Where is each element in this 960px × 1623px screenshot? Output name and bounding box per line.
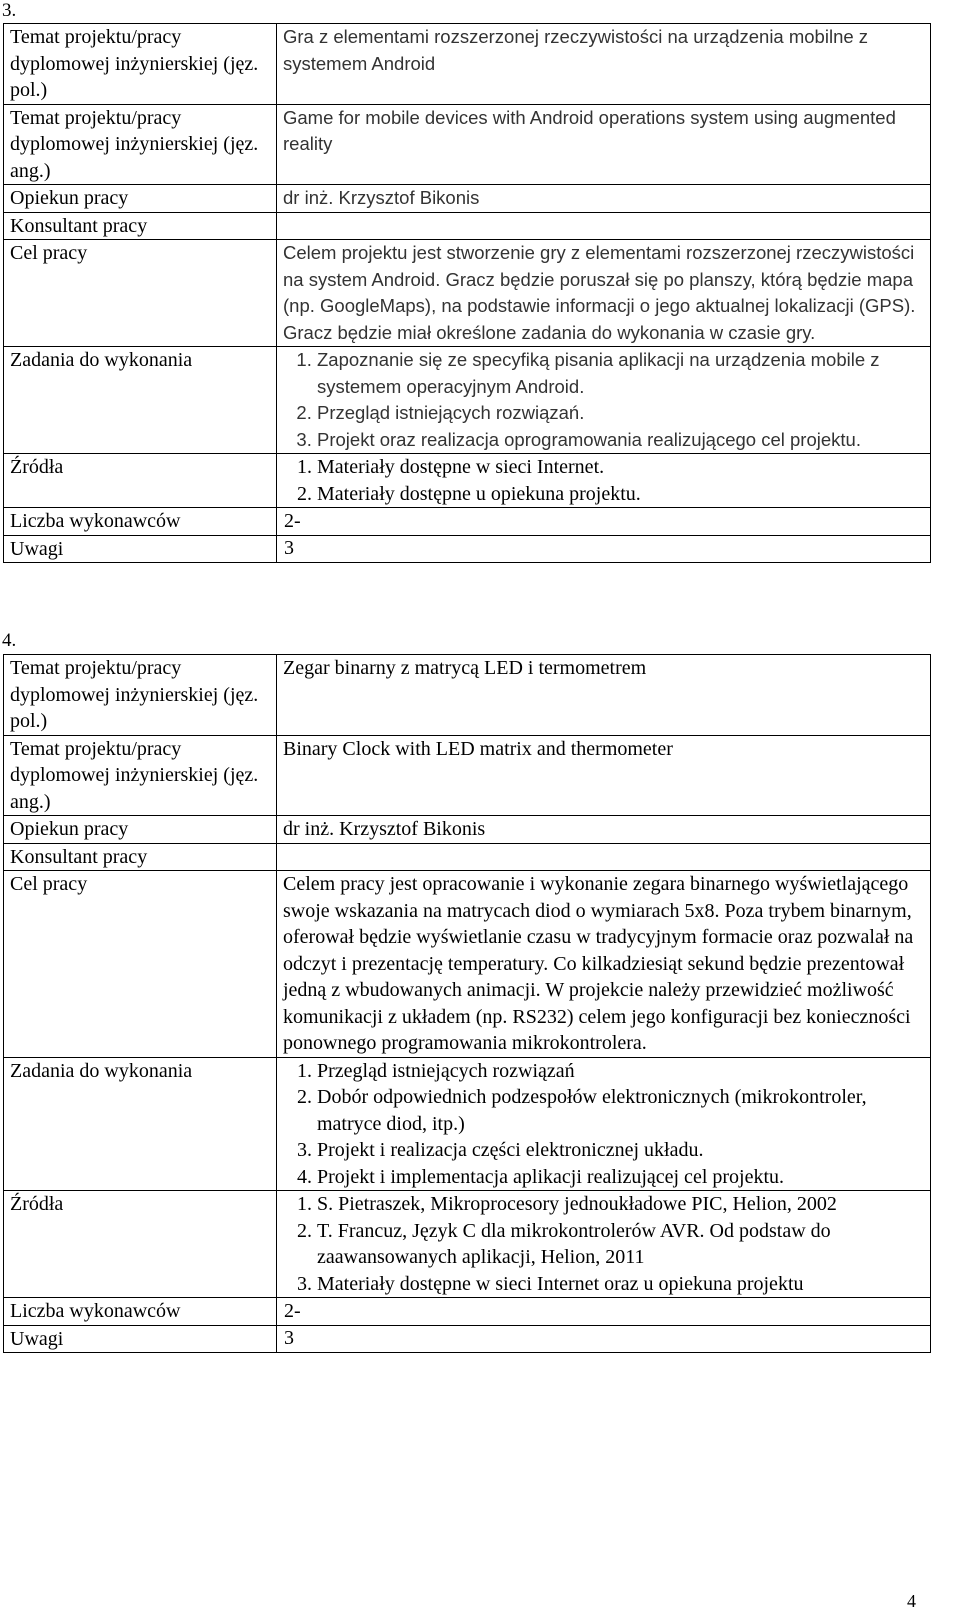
table-row <box>4 454 931 508</box>
consultant-value <box>277 843 931 871</box>
project-table <box>3 654 931 1353</box>
label-goal: Cel pracy <box>4 871 277 1058</box>
notes-value <box>277 1325 931 1353</box>
supervisor-value: dr inż. Krzysztof Bikonis <box>277 185 931 213</box>
label-title-en: Temat projektu/pracy dyplomowej inżynierskiej (jęz. ang.) <box>4 735 277 816</box>
label-notes: Uwagi <box>4 1325 277 1353</box>
goal-value: Celem pracy jest opracowanie i wykonanie zegara binarnego wyświetlającego swoje wskazania na matrycach diod o wymiarach 5x8. Poza trybem binarnym, oferował będzie wyświetlanie czasu w tradycyjnym formacie oraz pozwalał na odczyt i prezentację temperatury. Co kilkadziesiąt sekund będzie prezentował jedną z wbudowanych animacji. W projekcie należy przewidzieć możliwość komunikacji z układem (np. RS232) celem jego konfiguracji bez konieczności ponownego programowania mikrokontrolera. <box>277 871 931 1058</box>
table-row <box>4 1191 931 1298</box>
label-tasks: Zadania do wykonania <box>4 1057 277 1191</box>
supervisor-value: dr inż. Krzysztof Bikonis <box>277 816 931 844</box>
count-value: 2-3 <box>284 1300 301 1349</box>
label-consultant: Konsultant pracy <box>4 212 277 240</box>
list-item: 1. Zapoznanie się ze specyfiką pisania aplikacji na urządzenia mobile z systemem operacyjnym Android. <box>317 347 924 400</box>
list-item: 2. Dobór odpowiednich podzespołów elektronicznych (mikrokontroler, matryce diod, itp.) <box>317 1084 924 1137</box>
list-item: 1. Materiały dostępne w sieci Internet. <box>317 454 924 481</box>
project-table <box>3 23 931 563</box>
table-row <box>4 816 931 844</box>
label-title-pl: Temat projektu/pracy dyplomowej inżynierskiej (jęz. pol.) <box>4 24 277 105</box>
table-row <box>4 655 931 736</box>
list-item: 1. Przegląd istniejących rozwiązań <box>317 1058 924 1085</box>
title-en-value: Binary Clock with LED matrix and thermometer <box>277 735 931 816</box>
notes-value <box>277 535 931 563</box>
table-row <box>4 508 931 536</box>
label-notes: Uwagi <box>4 535 277 563</box>
label-count: Liczba wykonawców <box>10 510 181 532</box>
project-number: 3. <box>2 0 17 21</box>
label-title-pl: Temat projektu/pracy dyplomowej inżynierskiej (jęz. pol.) <box>4 655 277 736</box>
label-supervisor: Opiekun pracy <box>4 185 277 213</box>
table-row <box>4 1057 931 1191</box>
title-pl-value: Zegar binarny z matrycą LED i termometrem <box>277 655 931 736</box>
table-row <box>4 843 931 871</box>
label-count: Liczba wykonawców <box>10 1300 181 1322</box>
sources-value <box>277 1191 931 1298</box>
list-item: 3. Materiały dostępne w sieci Internet oraz u opiekuna projektu <box>317 1271 924 1298</box>
table-row <box>4 212 931 240</box>
tasks-list <box>283 347 924 453</box>
list-item: 2. Przegląd istniejących rozwiązań. <box>317 400 924 427</box>
tasks-list <box>283 1058 924 1191</box>
list-item: 3. Projekt i realizacja części elektronicznej układu. <box>317 1137 924 1164</box>
table-row <box>4 1325 931 1353</box>
label-tasks: Zadania do wykonania <box>4 347 277 454</box>
label-title-en: Temat projektu/pracy dyplomowej inżynierskiej (jęz. ang.) <box>4 104 277 185</box>
tasks-value <box>277 1057 931 1191</box>
table-row <box>4 185 931 213</box>
list-item: 4. Projekt i implementacja aplikacji realizującej cel projektu. <box>317 1164 924 1191</box>
table-row <box>4 735 931 816</box>
title-pl-value: Gra z elementami rozszerzonej rzeczywistości na urządzenia mobilne z systemem Android <box>277 24 931 105</box>
table-row <box>4 535 931 563</box>
list-item: 2. T. Francuz, Język C dla mikrokontrolerów AVR. Od podstaw do zaawansowanych aplikacji, Helion, 2011 <box>317 1218 924 1271</box>
page-number: 4 <box>907 1591 916 1611</box>
sources-list <box>283 454 924 507</box>
list-item: 3. Projekt oraz realizacja oprogramowania realizującego cel projektu. <box>317 427 924 454</box>
table-row <box>4 24 931 105</box>
table-row <box>4 104 931 185</box>
sources-list <box>283 1191 924 1297</box>
table-row <box>4 1298 931 1326</box>
project-number: 4. <box>2 630 17 651</box>
sources-value <box>277 454 931 508</box>
label-sources: Źródła <box>4 454 277 508</box>
consultant-value <box>277 212 931 240</box>
table-row <box>4 871 931 1058</box>
label-goal: Cel pracy <box>4 240 277 347</box>
count-value: 2-3 <box>284 510 301 559</box>
title-en-value: Game for mobile devices with Android operations system using augmented reality <box>277 104 931 185</box>
count-empty-cell <box>277 1298 931 1326</box>
count-empty-cell <box>277 508 931 536</box>
list-item: 2. Materiały dostępne u opiekuna projektu. <box>317 481 924 508</box>
table-row <box>4 347 931 454</box>
list-item: 1. S. Pietraszek, Mikroprocesory jednoukładowe PIC, Helion, 2002 <box>317 1191 924 1218</box>
label-consultant: Konsultant pracy <box>4 843 277 871</box>
goal-value: Celem projektu jest stworzenie gry z elementami rozszerzonej rzeczywistości na system Android. Gracz będzie poruszał się po planszy, którą będzie mapa (np. GoogleMaps), na podstawie informacji o jego aktualnej lokalizacji (GPS). Gracz będzie miał określone zadania do wykonania w czasie gry. <box>277 240 931 347</box>
label-sources: Źródła <box>4 1191 277 1298</box>
label-supervisor: Opiekun pracy <box>4 816 277 844</box>
table-row <box>4 240 931 347</box>
tasks-value <box>277 347 931 454</box>
